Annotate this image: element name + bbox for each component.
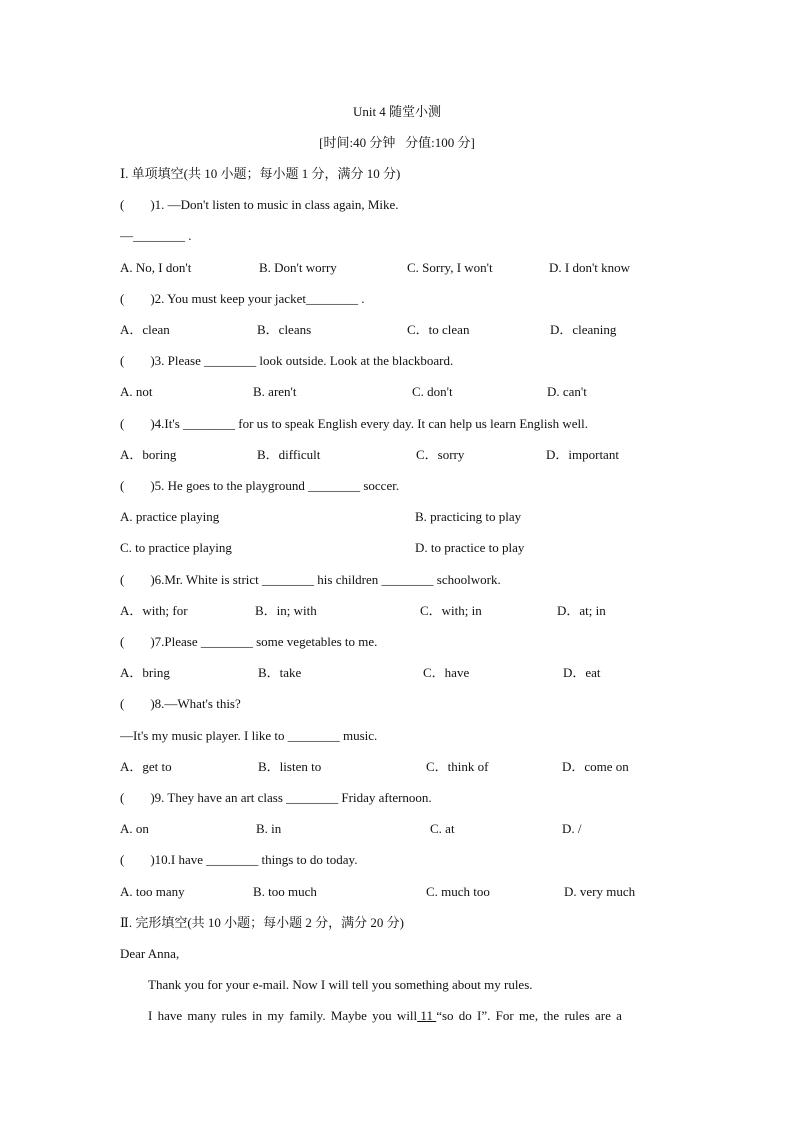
- question-9-option-c: C. at: [430, 821, 455, 836]
- question-4-option-d: D．important: [546, 447, 619, 462]
- question-7-option-c: C．have: [423, 665, 470, 680]
- question-10-option-c: C. much too: [426, 884, 490, 899]
- question-10-stem: ( )10.I have ________ things to do today.: [120, 852, 358, 867]
- question-9-stem: ( )9. They have an art class ________ Friday afternoon.: [120, 790, 432, 805]
- question-4-option-c: C．sorry: [416, 447, 465, 462]
- question-9-option-a: A. on: [120, 821, 149, 836]
- question-7-option-b: B．take: [258, 665, 302, 680]
- section1-heading: Ⅰ. 单项填空(共 10 小题；每小题 1 分，满分 10 分): [120, 166, 401, 181]
- question-2-stem: ( )2. You must keep your jacket________ .: [120, 291, 365, 306]
- question-6-option-a: A．with; for: [120, 603, 188, 618]
- question-8-option-a: A．get to: [120, 759, 172, 774]
- question-8-response: —It's my music player. I like to ________ music.: [120, 728, 378, 743]
- question-10-option-a: A. too many: [120, 884, 185, 899]
- question-6-option-b: B．in; with: [255, 603, 317, 618]
- question-9-option-d: D. /: [562, 821, 582, 836]
- question-10-option-b: B. too much: [253, 884, 317, 899]
- test-meta: [时间:40 分钟 分值:100 分]: [319, 135, 475, 150]
- question-8-option-d: D．come on: [562, 759, 629, 774]
- question-2-option-c: C．to clean: [407, 322, 470, 337]
- question-2-option-d: D．cleaning: [550, 322, 617, 337]
- question-4-option-b: B．difficult: [257, 447, 321, 462]
- question-6-option-c: C．with; in: [420, 603, 482, 618]
- question-5-stem: ( )5. He goes to the playground ________ soccer.: [120, 478, 400, 493]
- letter-paragraph-1: Thank you for your e-mail. Now I will tell you something about my rules.: [148, 977, 533, 992]
- section2-heading: Ⅱ. 完形填空(共 10 小题；每小题 2 分，满分 20 分): [120, 915, 404, 930]
- question-4-stem: ( )4.It's ________ for us to speak English every day. It can help us learn English well.: [120, 416, 588, 431]
- letter-greeting: Dear Anna,: [120, 946, 180, 961]
- question-6-option-d: D．at; in: [557, 603, 606, 618]
- question-1-option-b: B. Don't worry: [259, 260, 337, 275]
- cloze-blank-11: 11: [417, 1008, 437, 1023]
- question-1-response: —________ .: [120, 228, 192, 243]
- question-3-option-d: D. can't: [547, 384, 587, 399]
- question-1-option-a: A. No, I don't: [120, 260, 192, 275]
- question-9-option-b: B. in: [256, 821, 282, 836]
- question-7-option-a: A．bring: [120, 665, 170, 680]
- question-8-option-b: B．listen to: [258, 759, 322, 774]
- question-5-option-a: A. practice playing: [120, 509, 220, 524]
- paragraph-2-after: “so do I”. For me, the rules are a: [436, 1008, 622, 1023]
- letter-paragraph-2: [148, 1008, 674, 1024]
- question-7-option-d: D．eat: [563, 665, 601, 680]
- question-5-option-d: D. to practice to play: [415, 540, 525, 555]
- question-2-option-b: B．cleans: [257, 322, 312, 337]
- question-3-option-b: B. aren't: [253, 384, 297, 399]
- page-title: Unit 4 随堂小测: [352, 104, 442, 119]
- question-5-option-c: C. to practice playing: [120, 540, 232, 555]
- paragraph-2-before: I have many rules in my family. Maybe you will: [148, 1008, 418, 1023]
- question-1-option-c: C. Sorry, I won't: [407, 260, 493, 275]
- question-3-option-a: A. not: [120, 384, 153, 399]
- question-7-stem: ( )7.Please ________ some vegetables to me.: [120, 634, 378, 649]
- question-4-option-a: A．boring: [120, 447, 177, 462]
- question-3-stem: ( )3. Please ________ look outside. Look at the blackboard.: [120, 353, 454, 368]
- question-6-stem: ( )6.Mr. White is strict ________ his children ________ schoolwork.: [120, 572, 501, 587]
- question-1-stem: ( )1. —Don't listen to music in class again, Mike.: [120, 197, 399, 212]
- question-2-option-a: A．clean: [120, 322, 170, 337]
- question-8-stem: ( )8.—What's this?: [120, 696, 241, 711]
- question-10-option-d: D. very much: [564, 884, 636, 899]
- question-8-option-c: C．think of: [426, 759, 489, 774]
- question-3-option-c: C. don't: [412, 384, 453, 399]
- question-1-option-d: D. I don't know: [549, 260, 631, 275]
- question-5-option-b: B. practicing to play: [415, 509, 522, 524]
